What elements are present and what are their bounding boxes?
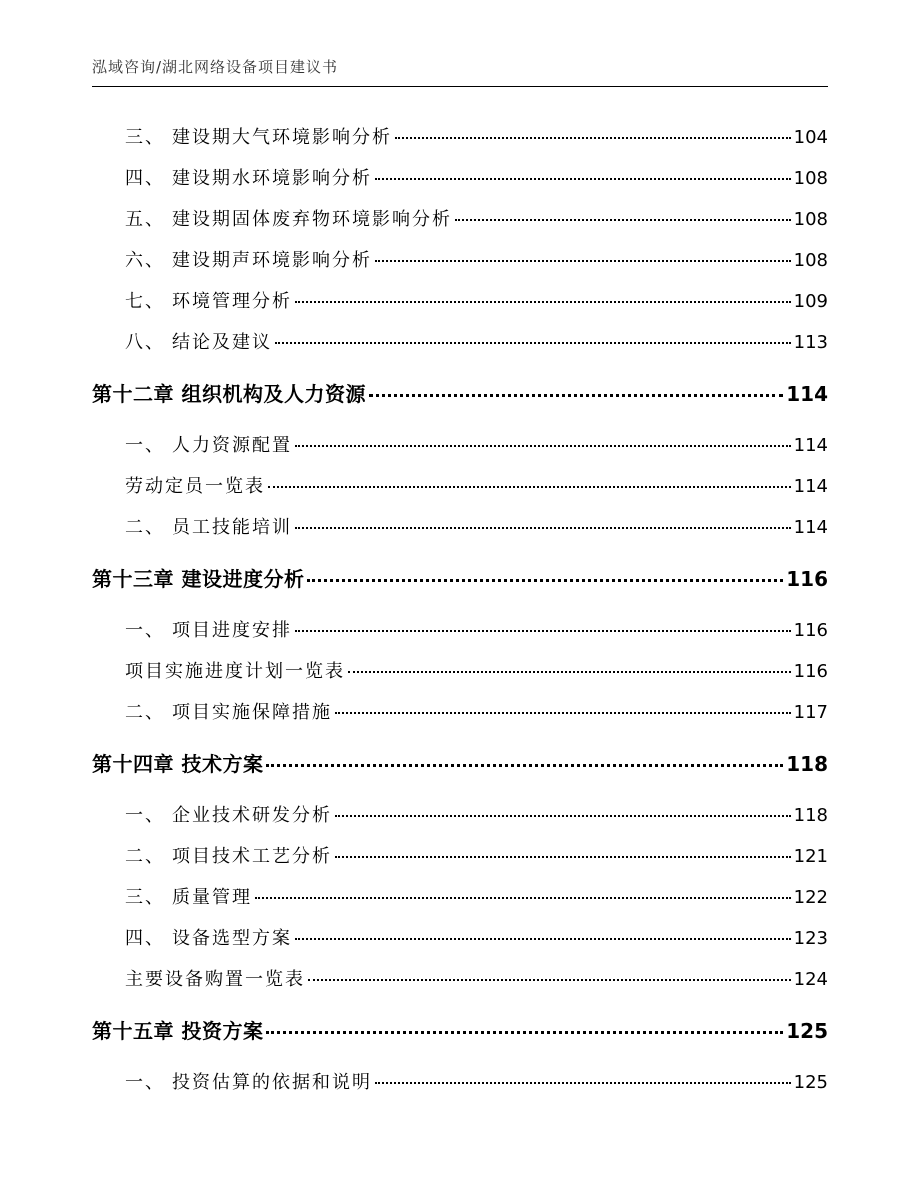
toc-entry-number: 二、 <box>125 517 165 538</box>
toc-entry-title: 建设期固体废弃物环境影响分析 <box>172 209 452 230</box>
toc-page-number: 104 <box>793 127 828 148</box>
toc-page-number: 116 <box>786 567 828 591</box>
toc-dot-leader <box>255 897 791 899</box>
toc-page-number: 118 <box>786 752 828 776</box>
toc-page-number: 108 <box>793 168 828 189</box>
toc-entry-title: 项目实施进度计划一览表 <box>125 661 345 682</box>
toc-dot-leader <box>295 301 791 303</box>
toc-page-number: 108 <box>793 250 828 271</box>
toc-section-entry[interactable] <box>125 1068 828 1094</box>
running-header: 泓域咨询/湖北网络设备项目建议书 <box>92 58 339 76</box>
toc-entry-number: 一、 <box>125 1072 165 1093</box>
toc-dot-leader <box>295 527 791 529</box>
toc-entry-number: 二、 <box>125 846 165 867</box>
toc-chapter-entry[interactable] <box>92 378 828 407</box>
toc-entry-title: 第十四章 技术方案 <box>92 752 264 776</box>
toc-section-entry[interactable] <box>125 616 828 642</box>
toc-dot-leader <box>395 137 791 139</box>
toc-entry-title: 投资估算的依据和说明 <box>172 1072 372 1093</box>
toc-entry-number: 四、 <box>125 168 165 189</box>
toc-entry-number: 六、 <box>125 250 165 271</box>
toc-dot-leader <box>308 979 791 981</box>
toc-entry-title: 项目实施保障措施 <box>172 702 332 723</box>
toc-entry-title: 质量管理 <box>172 887 252 908</box>
toc-page-number: 118 <box>793 805 828 826</box>
toc-entry-title: 结论及建议 <box>172 332 272 353</box>
toc-section-entry[interactable] <box>125 883 828 909</box>
toc-dot-leader <box>335 712 791 714</box>
toc-dot-leader <box>295 938 791 940</box>
toc-entry-number: 七、 <box>125 291 165 312</box>
toc-entry-title: 主要设备购置一览表 <box>125 969 305 990</box>
toc-dot-leader <box>335 856 791 858</box>
toc-section-entry[interactable] <box>125 513 828 539</box>
toc-page-number: 114 <box>793 476 828 497</box>
toc-section-entry[interactable] <box>125 246 828 272</box>
toc-dot-leader <box>369 394 783 397</box>
toc-entry-title: 环境管理分析 <box>172 291 292 312</box>
toc-chapter-entry[interactable] <box>92 1015 828 1044</box>
toc-dot-leader <box>275 342 791 344</box>
toc-page-number: 113 <box>793 332 828 353</box>
toc-entry-title: 设备选型方案 <box>172 928 292 949</box>
toc-entry-number: 八、 <box>125 332 165 353</box>
toc-dot-leader <box>455 219 791 221</box>
toc-section-entry[interactable] <box>125 431 828 457</box>
toc-dot-leader <box>375 1082 791 1084</box>
toc-page-number: 125 <box>793 1072 828 1093</box>
toc-page-number: 109 <box>793 291 828 312</box>
toc-page-number: 117 <box>793 702 828 723</box>
toc-section-entry[interactable] <box>125 924 828 950</box>
toc-entry-number: 一、 <box>125 435 165 456</box>
toc-section-entry[interactable] <box>125 842 828 868</box>
toc-section-entry[interactable] <box>125 328 828 354</box>
toc-dot-leader <box>307 579 783 582</box>
toc-entry-number: 二、 <box>125 702 165 723</box>
toc-page-number: 125 <box>786 1019 828 1043</box>
toc-entry-title: 第十三章 建设进度分析 <box>92 567 305 591</box>
toc-page-number: 123 <box>793 928 828 949</box>
toc-entry-title: 劳动定员一览表 <box>125 476 265 497</box>
toc-dot-leader <box>295 445 791 447</box>
toc-entry-title: 项目技术工艺分析 <box>172 846 332 867</box>
toc-section-entry[interactable] <box>125 657 828 683</box>
toc-page-number: 114 <box>793 517 828 538</box>
toc-dot-leader <box>268 486 791 488</box>
toc-dot-leader <box>266 764 783 767</box>
toc-section-entry[interactable] <box>125 965 828 991</box>
toc-dot-leader <box>266 1031 783 1034</box>
toc-section-entry[interactable] <box>125 123 828 149</box>
toc-entry-title: 企业技术研发分析 <box>172 805 332 826</box>
toc-entry-number: 五、 <box>125 209 165 230</box>
toc-chapter-entry[interactable] <box>92 563 828 592</box>
toc-section-entry[interactable] <box>125 205 828 231</box>
toc-entry-title: 员工技能培训 <box>172 517 292 538</box>
toc-page-number: 116 <box>793 620 828 641</box>
toc-page-number: 116 <box>793 661 828 682</box>
toc-section-entry[interactable] <box>125 472 828 498</box>
toc-entry-title: 人力资源配置 <box>172 435 292 456</box>
toc-entry-title: 建设期水环境影响分析 <box>172 168 372 189</box>
toc-entry-title: 第十二章 组织机构及人力资源 <box>92 382 366 406</box>
toc-page-number: 108 <box>793 209 828 230</box>
toc-entry-number: 一、 <box>125 620 165 641</box>
toc-dot-leader <box>375 260 791 262</box>
toc-dot-leader <box>335 815 791 817</box>
toc-dot-leader <box>348 671 791 673</box>
toc-page-number: 114 <box>793 435 828 456</box>
toc-page-number: 124 <box>793 969 828 990</box>
toc-entry-title: 第十五章 投资方案 <box>92 1019 264 1043</box>
toc-dot-leader <box>375 178 791 180</box>
toc-entry-number: 四、 <box>125 928 165 949</box>
toc-section-entry[interactable] <box>125 164 828 190</box>
toc-section-entry[interactable] <box>125 801 828 827</box>
toc-entry-number: 三、 <box>125 887 165 908</box>
toc-chapter-entry[interactable] <box>92 748 828 777</box>
toc-section-entry[interactable] <box>125 698 828 724</box>
toc-entry-number: 一、 <box>125 805 165 826</box>
toc-section-entry[interactable] <box>125 287 828 313</box>
toc-dot-leader <box>295 630 791 632</box>
toc-page-number: 122 <box>793 887 828 908</box>
toc-page-number: 121 <box>793 846 828 867</box>
toc-entry-number: 三、 <box>125 127 165 148</box>
toc-entry-title: 项目进度安排 <box>172 620 292 641</box>
toc-entry-title: 建设期大气环境影响分析 <box>172 127 392 148</box>
toc-entry-title: 建设期声环境影响分析 <box>172 250 372 271</box>
toc-page-number: 114 <box>786 382 828 406</box>
